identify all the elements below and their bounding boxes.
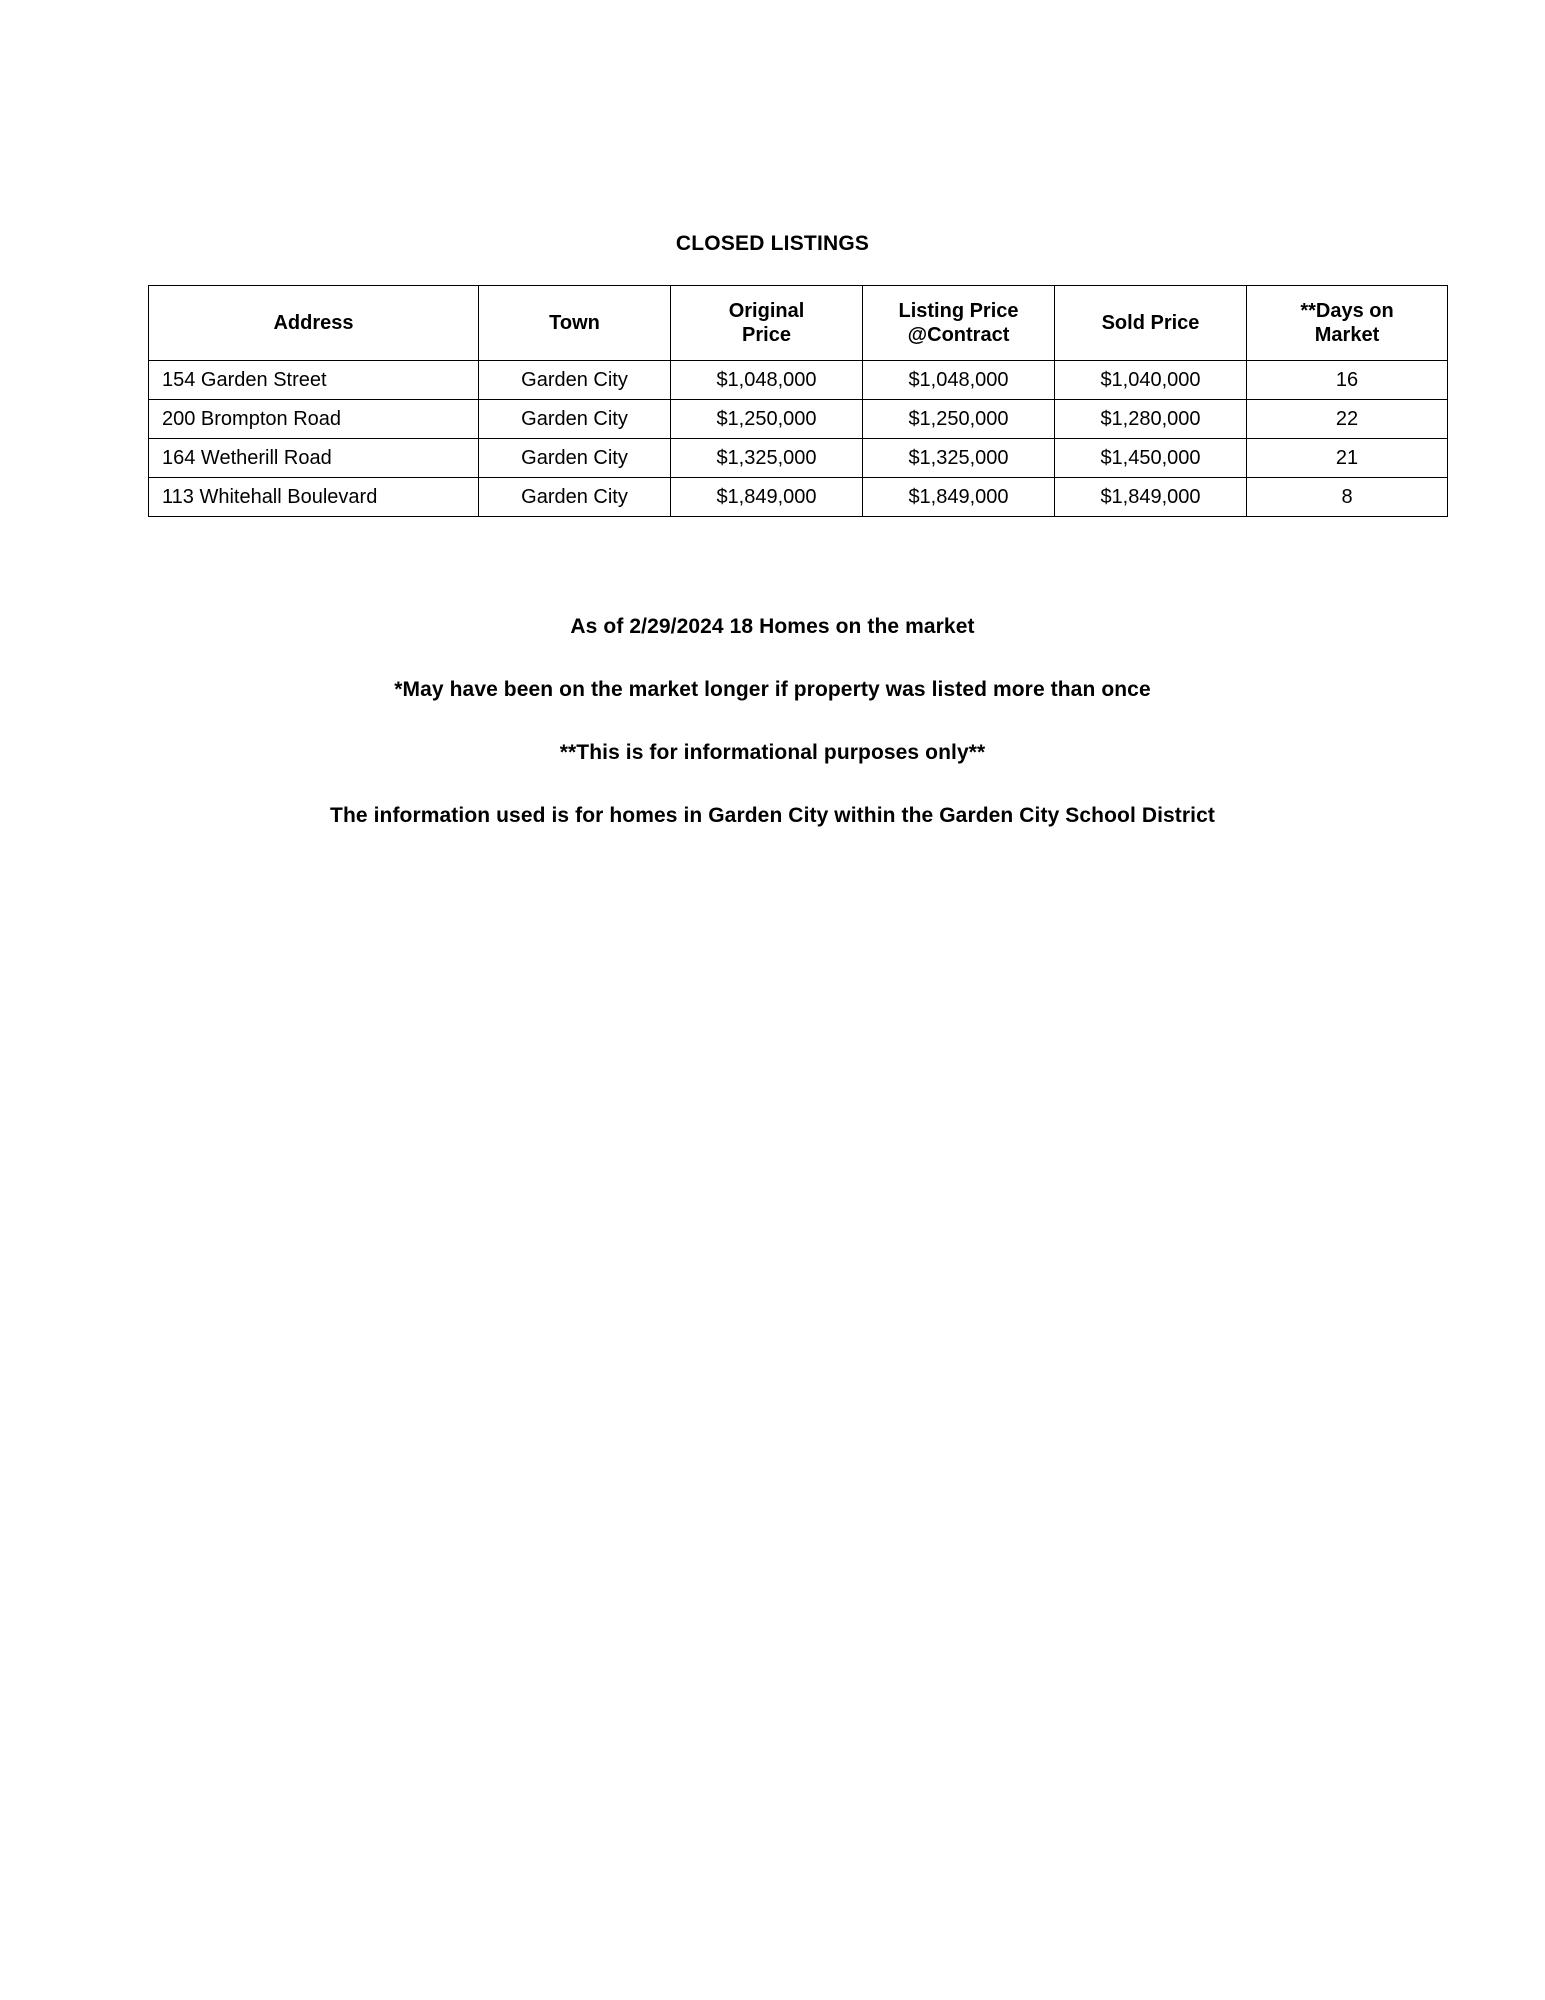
column-header-address-line1: Address [273,311,354,334]
column-header-sold-price [1055,286,1247,361]
table-header [149,286,1448,361]
cell-town: Garden City [479,439,671,478]
cell-listing-price: $1,849,000 [863,478,1055,517]
column-header-town-line1: Town [549,311,600,334]
cell-listing-price: $1,048,000 [863,361,1055,400]
cell-town: Garden City [479,400,671,439]
cell-listing-price: $1,325,000 [863,439,1055,478]
column-header-listing-price-line2: @Contract [907,324,1010,346]
cell-listing-price: $1,250,000 [863,400,1055,439]
table-row [149,478,1448,517]
cell-sold-price: $1,450,000 [1055,439,1247,478]
cell-original-price: $1,048,000 [671,361,863,400]
cell-town: Garden City [479,361,671,400]
cell-sold-price: $1,849,000 [1055,478,1247,517]
column-header-original-price-line1: Original [728,299,805,322]
cell-sold-price: $1,040,000 [1055,361,1247,400]
cell-address: 113 Whitehall Boulevard [149,478,479,517]
cell-original-price: $1,325,000 [671,439,863,478]
cell-days-on-market: 21 [1247,439,1448,478]
closed-listings-table [148,285,1448,517]
table-header-row [149,286,1448,361]
cell-sold-price: $1,280,000 [1055,400,1247,439]
table-body [149,361,1448,517]
cell-original-price: $1,849,000 [671,478,863,517]
cell-original-price: $1,250,000 [671,400,863,439]
cell-address: 164 Wetherill Road [149,439,479,478]
page-title: CLOSED LISTINGS [675,232,870,255]
closed-listings-table-container [148,285,1447,517]
cell-address: 200 Brompton Road [149,400,479,439]
note-single-asterisk: *May have been on the market longer if property was listed more than once [394,678,1151,701]
cell-days-on-market: 8 [1247,478,1448,517]
column-header-address [149,286,479,361]
cell-days-on-market: 22 [1247,400,1448,439]
column-header-days-on-market [1247,286,1448,361]
note-double-asterisk: **This is for informational purposes only** [559,741,986,764]
cell-address: 154 Garden Street [149,361,479,400]
note-school-district: The information used is for homes in Garden City within the Garden City School District [330,804,1215,827]
column-header-original-price [671,286,863,361]
column-header-sold-price-line1: Sold Price [1101,311,1200,334]
column-header-listing-price-line1: Listing Price [898,299,1019,322]
column-header-days-line2: Market [1314,324,1380,346]
column-header-days-line1: **Days on [1300,299,1394,322]
column-header-original-price-line2: Price [742,324,791,346]
cell-days-on-market: 16 [1247,361,1448,400]
column-header-town [479,286,671,361]
table-row [149,400,1448,439]
column-header-listing-price-contract [863,286,1055,361]
table-row [149,361,1448,400]
cell-town: Garden City [479,478,671,517]
table-row [149,439,1448,478]
notes-section [0,615,1545,867]
note-homes-on-market: As of 2/29/2024 18 Homes on the market [570,615,975,638]
